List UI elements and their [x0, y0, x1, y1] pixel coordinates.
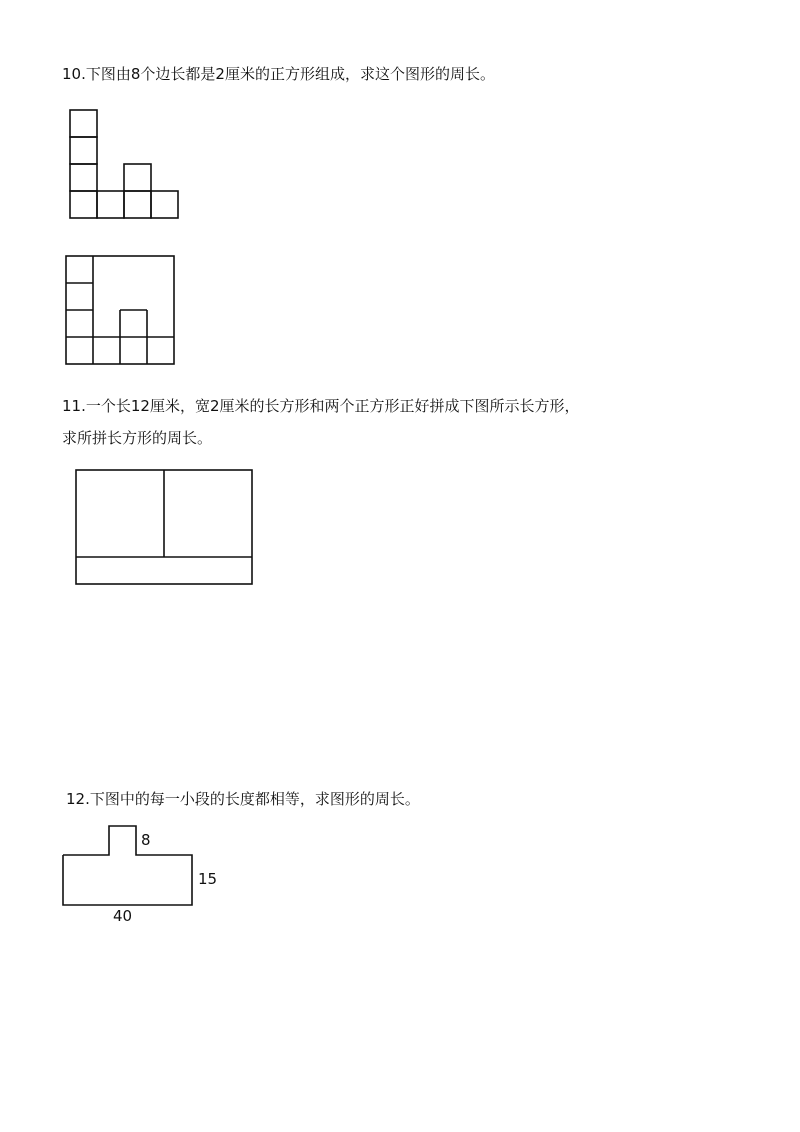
question-10-line-1: 下图由8个边长都是2厘米的正方形组成，求这个图形的周长。 [85, 65, 495, 83]
square [151, 191, 178, 218]
question-10-number: 10. [62, 65, 86, 83]
question-10-figure-staircase [60, 100, 190, 230]
square [70, 110, 97, 137]
question-11-text-line-2 [62, 428, 212, 448]
question-11-number: 11. [62, 397, 86, 415]
label-bottom: 40 [113, 907, 133, 925]
question-10-text [62, 64, 495, 84]
square [97, 191, 124, 218]
square [70, 191, 97, 218]
question-11-line-2: 求所拼长方形的周长。 [62, 429, 213, 447]
label-top: 8 [141, 831, 151, 849]
square [124, 164, 151, 191]
question-11-figure [66, 460, 266, 595]
square [70, 164, 97, 191]
question-12-figure [53, 815, 233, 930]
question-12-number: 12. [66, 790, 90, 808]
square [70, 137, 97, 164]
question-11-text [62, 396, 580, 416]
question-12-line-1: 下图中的每一小段的长度都相等，求图形的周长。 [89, 790, 420, 808]
question-12-text [66, 789, 420, 809]
label-right: 15 [198, 870, 218, 888]
square [124, 191, 151, 218]
figure-outline [63, 826, 192, 905]
question-10-figure-bounding [56, 246, 186, 376]
question-11-line-1: 一个长12厘米，宽2厘米的长方形和两个正方形正好拼成下图所示长方形， [85, 397, 580, 415]
